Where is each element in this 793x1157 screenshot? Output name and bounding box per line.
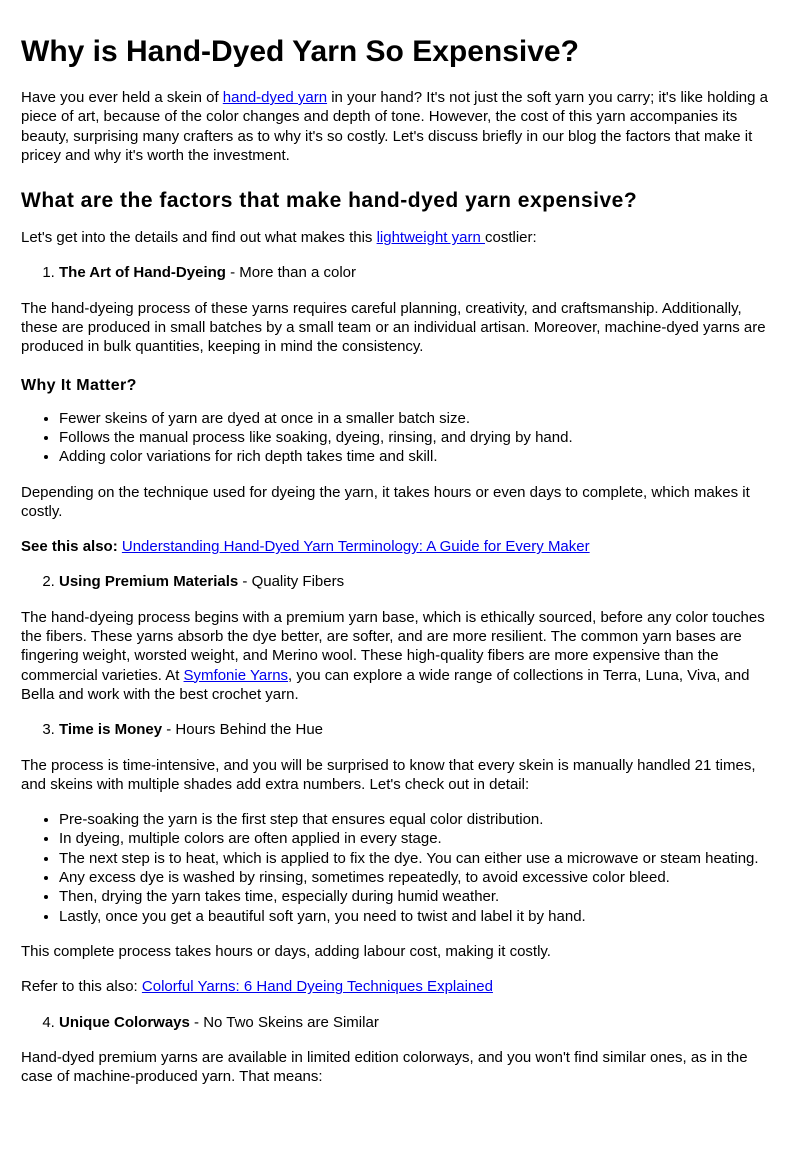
factor-3-rest: - Hours Behind the Hue bbox=[162, 721, 324, 739]
list-item: • The next step is to heat, which is applied to fix the dye. You can either use a microwave or steam heating. bbox=[59, 849, 772, 868]
factor-3-paragraph: The process is time-intensive, and you will be surprised to know that every skein is manually handled 21 times, and skeins with multiple shades add extra numbers. Let's check out in detail: bbox=[21, 756, 756, 793]
factor-1-list bbox=[21, 263, 772, 282]
factor-1-rest: - More than a color bbox=[225, 264, 357, 282]
factor-4-list bbox=[21, 1013, 772, 1032]
terminology-guide-link[interactable]: Understanding Hand-Dyed Yarn Terminology: A Guide for Every Maker bbox=[121, 538, 590, 556]
intro-text-b: in your hand? It's not just the soft yarn you carry; it's like holding a piece of art, because of the color changes and depth of tone. However, the cost of this yarn accompanies its beauty, surprising many crafters as to why it's so costly. Let's discuss briefly in our blog the factors that make it pricey and why it's worth the investment. bbox=[21, 89, 769, 164]
intro-paragraph bbox=[21, 88, 772, 165]
list-item: • Pre-soaking the yarn is the first step that ensures equal color distribution. bbox=[59, 810, 772, 829]
list-item: • In dyeing, multiple colors are often applied in every stage. bbox=[59, 829, 772, 848]
factor-4-bold: Unique Colorways bbox=[59, 1013, 190, 1031]
factor-3-bold: Time is Money bbox=[59, 721, 163, 739]
see-also-label: See this also: bbox=[21, 538, 118, 556]
factor-3-list bbox=[21, 720, 772, 739]
article bbox=[0, 34, 793, 1086]
lightweight-yarn-link[interactable]: lightweight yarn bbox=[376, 229, 485, 247]
factor-1-paragraph: The hand-dyeing process of these yarns requires careful planning, creativity, and craftsmanship. Additionally, these are produced in small batches by a small team or an individual artisan. Moreover, machine-dyed yarns are produced in bulk quantities, keeping in mind the consistency. bbox=[21, 299, 766, 356]
details-text-a: Let's get into the details and find out what makes this bbox=[21, 229, 377, 247]
depending-paragraph: Depending on the technique used for dyeing the yarn, it takes hours or even days to complete, which makes it costly. bbox=[21, 483, 750, 520]
factor-2-rest: - Quality Fibers bbox=[238, 573, 345, 591]
intro-text-a: Have you ever held a skein of bbox=[21, 89, 223, 106]
hand-dyed-yarn-link[interactable]: hand-dyed yarn bbox=[222, 89, 328, 106]
see-also-paragraph bbox=[21, 537, 772, 556]
refer-label: Refer to this also: bbox=[21, 978, 142, 996]
page-title: Why is Hand-Dyed Yarn So Expensive? bbox=[21, 35, 579, 68]
factor-4-paragraph: Hand-dyed premium yarns are available in limited edition colorways, and you won't find similar ones, as in the case of machine-produced yarn. That means: bbox=[21, 1048, 748, 1086]
factor-2-text-b: , you can explore a wide range of collections in Terra, Luna, Viva, and Bella and work with the best crochet yarn. bbox=[21, 666, 750, 703]
details-text-b: costlier: bbox=[484, 229, 537, 247]
factor-2-bold: Using Premium Materials bbox=[59, 573, 239, 591]
section-heading: What are the factors that make hand-dyed yarn expensive? bbox=[21, 189, 638, 213]
why-heading: Why It Matter? bbox=[21, 376, 137, 394]
list-item: • Lastly, once you get a beautiful soft yarn, you need to twist and label it by hand. bbox=[59, 907, 772, 926]
factor-2-list bbox=[21, 572, 772, 591]
symfonie-yarns-link[interactable]: Symfonie Yarns bbox=[183, 666, 289, 684]
refer-paragraph bbox=[21, 977, 772, 996]
factor-3-item bbox=[59, 720, 772, 739]
factor-4-item bbox=[59, 1013, 772, 1032]
list-item: • Adding color variations for rich depth takes time and skill. bbox=[59, 447, 772, 466]
list-item: • Then, drying the yarn takes time, especially during humid weather. bbox=[59, 887, 772, 906]
factor-2-paragraph bbox=[21, 608, 772, 704]
dyeing-techniques-link[interactable]: Colorful Yarns: 6 Hand Dyeing Techniques Explained bbox=[141, 978, 493, 996]
complete-process-paragraph: This complete process takes hours or days, adding labour cost, making it costly. bbox=[21, 942, 551, 960]
list-item: • Follows the manual process like soaking, dyeing, rinsing, and drying by hand. bbox=[59, 428, 772, 447]
factor-1-item bbox=[59, 263, 772, 282]
list-item: • Fewer skeins of yarn are dyed at once in a smaller batch size. bbox=[59, 409, 772, 428]
why-bullet-list bbox=[21, 409, 772, 467]
factor-2-text-a: The hand-dyeing process begins with a premium yarn base, which is ethically sourced, before any color touches the fibers. These yarns absorb the dye better, are softer, and are more resilient. The common yarn bases are fingering weight, worsted weight, and Merino wool. These high-quality fibers are more expensive than the commercial varieties. At bbox=[21, 608, 765, 684]
factor-1-bold: The Art of Hand-Dyeing bbox=[59, 264, 226, 282]
factor-2-item bbox=[59, 572, 772, 591]
details-paragraph bbox=[21, 228, 772, 247]
factor-4-rest: - No Two Skeins are Similar bbox=[189, 1013, 379, 1031]
list-item: • Any excess dye is washed by rinsing, sometimes repeatedly, to avoid excessive color bleed. bbox=[59, 868, 772, 887]
process-bullet-list bbox=[21, 810, 772, 926]
